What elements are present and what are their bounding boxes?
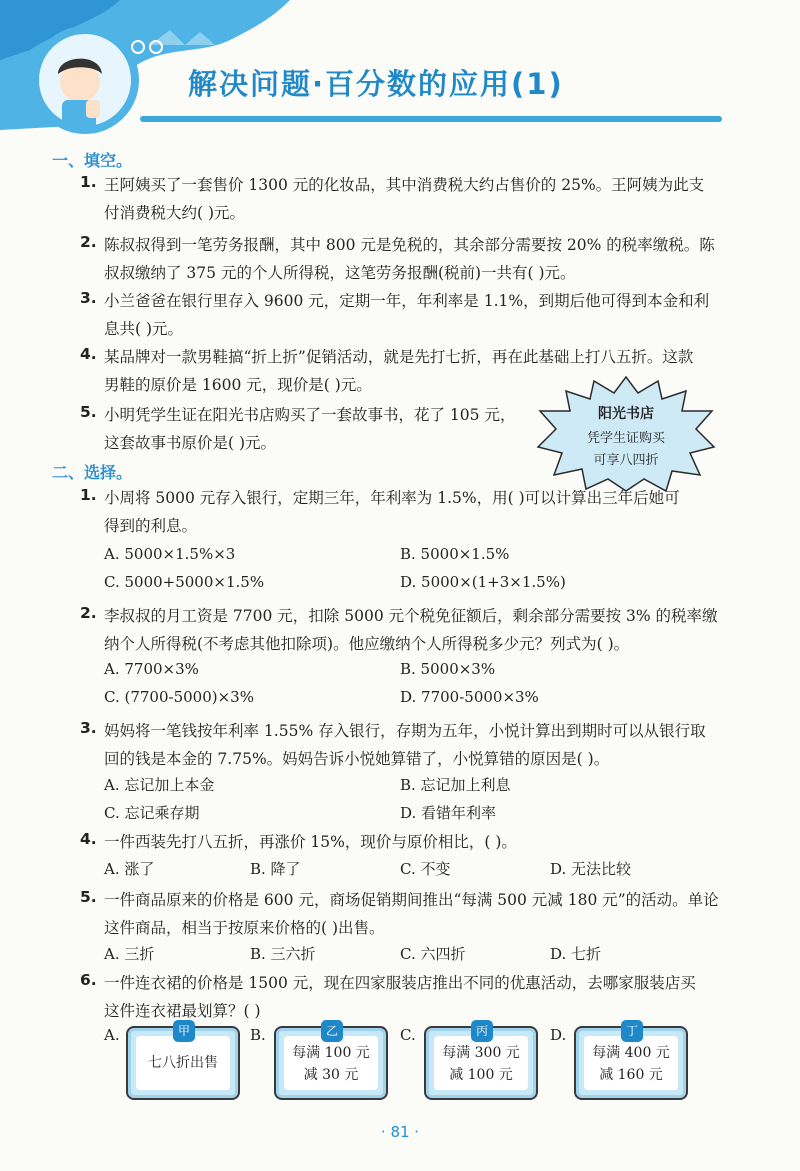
option-c[interactable]: C. 忘记乘存期: [104, 804, 200, 822]
store-sign: [536, 375, 716, 493]
option-b[interactable]: B. 降了: [250, 860, 301, 878]
title-underline: [140, 116, 722, 122]
deal-line2: 减 100 元: [449, 1067, 513, 1083]
deal-card-bing[interactable]: [424, 1026, 538, 1100]
option-b[interactable]: B. 三六折: [250, 945, 316, 963]
option-c[interactable]: C. (7700-5000)×3%: [104, 688, 254, 706]
option-b[interactable]: B. 5000×1.5%: [400, 545, 510, 563]
option-d[interactable]: D. 七折: [550, 945, 602, 963]
option-c[interactable]: C. 六四折: [400, 945, 466, 963]
option-d[interactable]: D.: [550, 1026, 567, 1044]
option-d[interactable]: D. 看错年利率: [400, 804, 497, 822]
option-c[interactable]: C. 5000+5000×1.5%: [104, 573, 265, 591]
section-fill-heading: 一、填空。: [52, 151, 133, 170]
store-sign-line1: 凭学生证购买: [586, 431, 665, 446]
option-c[interactable]: C.: [400, 1026, 416, 1044]
deal-line1: 七八折出售: [148, 1055, 218, 1071]
deal-line1: 每满 300 元: [442, 1045, 520, 1061]
option-a[interactable]: A.: [104, 1026, 120, 1044]
page-number: · 81 ·: [380, 1123, 420, 1141]
page-title: 解决问题·百分数的应用(1): [188, 67, 564, 101]
deal-card-ding[interactable]: [574, 1026, 688, 1100]
section-choice-heading: 二、选择。: [52, 463, 133, 482]
option-a[interactable]: A. 涨了: [104, 860, 155, 878]
option-d[interactable]: D. 7700-5000×3%: [400, 688, 539, 706]
deal-line1: 每满 400 元: [592, 1045, 670, 1061]
deal-card-yi[interactable]: [274, 1026, 388, 1100]
option-a[interactable]: A. 忘记加上本金: [104, 776, 215, 794]
option-b[interactable]: B. 5000×3%: [400, 660, 496, 678]
deal-badge: 乙: [321, 1020, 343, 1042]
deal-badge: 丁: [621, 1020, 643, 1042]
store-sign-line2: 可享八四折: [593, 453, 659, 468]
deal-badge: 丙: [471, 1020, 493, 1042]
deal-line2: 减 160 元: [599, 1067, 663, 1083]
option-c[interactable]: C. 不变: [400, 860, 451, 878]
option-a[interactable]: A. 三折: [104, 945, 155, 963]
option-b[interactable]: B. 忘记加上利息: [400, 776, 511, 794]
option-a[interactable]: A. 7700×3%: [104, 660, 199, 678]
option-d[interactable]: D. 无法比较: [550, 860, 632, 878]
deal-badge: 甲: [173, 1020, 195, 1042]
option-b[interactable]: B.: [250, 1026, 266, 1044]
deal-line1: 每满 100 元: [292, 1045, 370, 1061]
deal-card-jia[interactable]: [126, 1026, 240, 1100]
deal-line2: 减 30 元: [303, 1067, 359, 1083]
option-d[interactable]: D. 5000×(1+3×1.5%): [400, 573, 566, 591]
option-a[interactable]: A. 5000×1.5%×3: [104, 545, 236, 563]
store-sign-title: 阳光书店: [598, 406, 654, 422]
